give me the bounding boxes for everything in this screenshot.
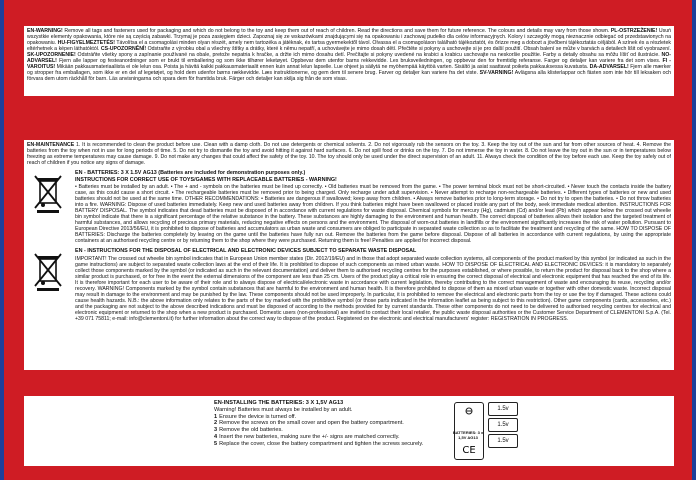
left-blue-stripe [0,0,4,480]
battery-cell: 1.5v [488,402,518,416]
crossed-bin-icon [27,170,69,216]
maintenance-body: 1. It is recommended to clean the product before use. Clean with a damp cloth. Do not use detergents or chemical solvents. 2. Do not vigorously rub the sensors on the toy. 3. Keep the toy out of the sun and far from other sources of heat. 4. Remove the batteries from the toy when not in use for long periods of time. 5. Do not try to dismantle the toy and avoid hitting it against hard surfaces. 6. Do not spill food or drinks on the toy. 7. Do not immerse the toy in water. 8. Do not leave the toy out in the sun or in temperatures below freezing as extreme temperatures may cause damage. 9. Do not make any changes that could affect the safety of the toy. 10. The toy should only be used under the direct supervision of an adult. 11. Always check the condition of the toy before each use. Keep the toy safely out of reach of children if you notice any signs of damage. [27,142,671,166]
install-step: 5 Replace the cover, close the battery compartment and tighten the screws securely. [214,440,424,447]
install-instructions [214,400,444,448]
battery-heading: EN - BATTERIES: 3 X 1.5V AG13 (Batteries are included for demonstration purposes only.) [75,170,306,176]
ce-mark: CE [462,445,476,456]
install-step: 4 Insert the new batteries, making sure the +/- signs are matched correctly. [214,433,400,440]
install-batteries-panel [24,396,674,466]
weee-body: IMPORTANT! The crossed out wheelie bin symbol indicates that in European Union member states (Dir. 2012/19/EU) and in those that adopt separated waste collection systems, all components of the product marked by this symbol (or indicated as such in the game instructions) are subject to separated waste collection laws at the end of their life. It is prohibited to dispose of such components as mixed urban waste. HOW TO DISPOSE OF ELECTRICAL AND ELECTRONIC DEVICES: it is mandatory to separately collect those components marked by the symbol (or indicated as such in the relevant documentation) and deliver them to authorised recycling centres for the purposes established, or where possible, to return the product for disposal back to the shop where a similar product is purchased, or for free in the event the external dimensions of the component are less than 25 cm. Users of the product play a critical role in ensuring the correct disposal of electrical and electronic equipment that has reached the end of its life. It is therefore important for each user to be aware of their role and to always dispose of electrical/electronic waste in accordance with current legislation, thereby contributing to the correct management of waste and encouraging its reuse, recycling and/or recovery. WARNING! Components marked by the symbol contain substances that are harmful to the environment and human health. It is therefore prohibited to dispose of them as mixed urban waste or together with other domestic waste. Incorrect disposal may result in damage to the environment and may be punished by the law. These components should not be used improperly. In particular, it is prohibited to remove the electrical and electronic parts from the toy or use the toy if damaged. These actions could cause health hazards. N.B.: the above information only relates to the parts of the toy marked with the prohibitive symbol (or those parts indicated in the information leaflet as being subject to this restriction). Other game components (cards, accessories, etc.) and the packaging are not subject to the above described indications and must be disposed of according to the methods provided for by current standards. These other components do not need to be delivered to authorised recycling centres for electrical and electronic equipment or returned to the shop when a new product is purchased. Domestic users (non-professional) are invited to contact their local retailer, the public waste disposal authorities or the Customer Service Department of CLEMENTONI S.p.A. (Tel. +39 071 75811; e-mail: info@clementoni.it) for further information about the correct way to dispose of the product. Registered on the electronic and electrical manufacturers' register: REGISTRATION IN PROGRESS. [75,255,671,322]
weee-section [24,246,674,323]
warning-text-cs: Odstraňte z výrobku obal a všechny štítky a drátky, které k němu nepatří, a uchovávejte je mimo dosah dětí. Přečtěte si pokyny a uschovejte si je pro další použití. Obsah balení se může v barvách a detailech lišit od vyobrazení. [147,46,671,52]
install-step: 1 Ensure the device is turned off. [214,413,297,420]
weee-text-block [75,248,671,321]
warning-text [24,26,674,84]
warning-text-sv: Avlägsna alla klisterlappar och fästen som inte hör till leksaken och förvara dem utom räckhåll för barn. Läs anvisningarna och spara dem för framtida bruk. Färger och detaljer kan skilja sig från de som visas. [27,70,672,82]
battery-cell: 1.5v [488,418,518,432]
maintenance-lead: EN-MAINTENANCE [27,142,75,148]
maintenance-text [24,140,674,168]
weee-bin-icon [27,248,69,294]
install-step: 2 Remove the screws on the small cover and open the battery compartment. [214,420,404,427]
battery-text-block [75,170,671,244]
battery-cell: 1.5v [488,434,518,448]
warning-text-sk: Odstráňte všetky spony a zapínanie používané na obale, pretože nepatria k hračke, a držte ich mimo dosahu detí. Prečítajte si pokyny uvedené na krabici a krabicu uschovajte na neskoršie použitie. Farby a detaily obsahu sa môžu líšiť od ilustrácie. [77,52,660,58]
warning-lead-pl: PL-OSTRZEŻENIE! [610,28,658,34]
warning-lead-sk: SK-UPOZORNENIE! [27,52,76,58]
install-title: EN-INSTALLING THE BATTERIES: 3 X 1,5V AG13 [214,400,344,406]
warning-text-da: Fjern alle mærker og stropper fra emballagen, som ikke er en del af legetøjet, og hold dem udenfor børns rækkevidde. Læs instruktionerne, og gem dem til senere brug. Farver og detaljer kan variere fra det viste. [27,64,671,76]
battery-section [24,168,674,246]
warning-lead-hu: HU-FIGYELMEZTETÉS! [57,40,115,46]
warning-text-fi: Mikään pakkausmateriaaliista ei ole lelun osa. Poista ja hävitä kaikki pakkausmateriaalit ennen kuin annat lelun lapselle. Lue ohjeet ja säilytä ne myöhempää käyttöä varten. Sisältö ja asiat saattavat poiketa pakkauksessa kuvatusta. [56,64,589,70]
warning-text-en: Remove all tags and fasteners used for packaging and which do not belong to the toy and keep them out of reach of children. Read the directions and save them for future reference. The colours and details may vary from those shown. [64,28,610,34]
install-step: 3 Remove the old batteries. [214,427,283,434]
warning-lead-cs: CS-UPOZORNĚNÍ! [100,46,147,52]
install-warning: Warning! Batteries must always be installed by an adult. [214,406,353,413]
battery-cells-icon [488,402,518,450]
warning-text-pl: Usuń wszystkie elementy opakowania, które nie są częścią zabawki. Trzymaj je poza zasięgiem dzieci. Zapoznaj się ze wskazówkami znajdującymi się na opakowaniu i zachowaj pudełko dla celów informacyjnych. Kolory i szczegóły mogą nieznacznie odbiegać od przedstawionych na opakowaniu. [27,28,671,46]
battery-compartment-label: BATTERIES: 3 x 1,5V AG13 [452,430,484,440]
multilingual-warning-panel [24,26,674,96]
weee-heading: EN - INSTRUCTIONS FOR THE DISPOSAL OF ELECTRICAL AND ELECTRONIC DEVICES SUBJECT TO SEPARATE WASTE DISPOSAL [75,248,417,255]
warning-lead-fi: FI - VAROITUS! [27,58,671,70]
right-blue-stripe [692,0,696,480]
battery-body: • Batteries must be installed by an adult. • The + and - symbols on the batteries must be lined up correctly. • Old batteries must be removed from the game. • The power terminal block must not be short-circuited. • Never touch the contacts inside the battery case, as this could cause a short circuit. • The rechargeable batteries must be removed prior to being charged. Only recharge under adult supervision. • Never attempt to recharge non-rechargeable batteries. • Different types of batteries or new and used batteries should not be used at the same time. OTHER RECOMMENDATIONS: • Batteries are dangerous if swallowed; keep away from children. • Always remove batteries prior to long-term storage. • Do not try to open the batteries. • Do not throw batteries into a fire. WARNING: Dispose of used batteries immediately. Keep new and used batteries away from children. If you think batteries might have been swallowed or placed inside any part of the body, seek immediate medical attention. INSTRUCTIONS FOR BATTERY DISPOSAL. The symbol indicates that dead batteries must be disposed of in accordance with current regulations for waste disposal. Chemical symbols for mercury (Hg), cadmium (Cd) and/or lead (Pb) which appear below the crossed out wheelie bin symbol indicate that there is a significant percentage of the relative substance in the battery. These substances are highly damaging to the environment and human health. The correct disposal of batteries allows their isolation and the targeted treatment of harmful substances, and allows recycling of precious primary materials, reducing negative effects on persons and the environment. The disposal of worn-out batteries in landfills or the environment significantly increases the risk of water pollution. Pursuant to European Directive 2013/56/EU, it is prohibited to dispose of batteries and accumulators as urban waste and consumers are obliged to participate in separated waste collection so as to facilitate the treatment and recycling of the same. HOW TO DISPOSE OF BATTERIES: Discharge the batteries completely by leaving on the game until the batteries have fully run out. Remove the batteries from the game before disposal. Dispose of all batteries in accordance with current regulations, by using the appropriate containers at an authorised recycling centre or by returning them to the shop where they were purchased. Returning them is free! Penalties are applied for incorrect disposal. [75,184,671,245]
warning-lead-no: NO-ADVARSEL! [27,52,672,64]
warning-lead-en: EN-WARNING! [27,28,63,34]
battery-subheading: INSTRUCTIONS FOR CORRECT USE OF TOYS/GAMES WITH REPLACEABLE BATTERIES - WARNING! [75,177,337,184]
warning-lead-sv: SV-VARNING! [479,70,514,76]
maintenance-disposal-panel [24,140,674,370]
warning-text-no: Fjern alle lapper og festeanordninger som er brukt til emballering og som ikke tilhører leketøyet. Oppbevar dem utenfor barns rekkevidde. Les bruksveiledningen, og oppbevar den for fremtidig referanse. Farger og detaljer kan variere fra det som vises. [59,58,661,64]
warning-text-hu: Távolítsa el a csomagolási minden olyan részét, amely nem tartozéka a játéknak, és tartsa gyermekektől távol. Olvassa el a csomagoláson található tájékoztatót, és őrizze meg a dobozt a jövőbeni tájékoztatás céljából. A színek és a részletek eltérhetnek a képen láthatóktól. [27,40,671,52]
warning-lead-da: DA-ADVARSEL! [589,64,629,70]
install-steps [214,414,444,448]
